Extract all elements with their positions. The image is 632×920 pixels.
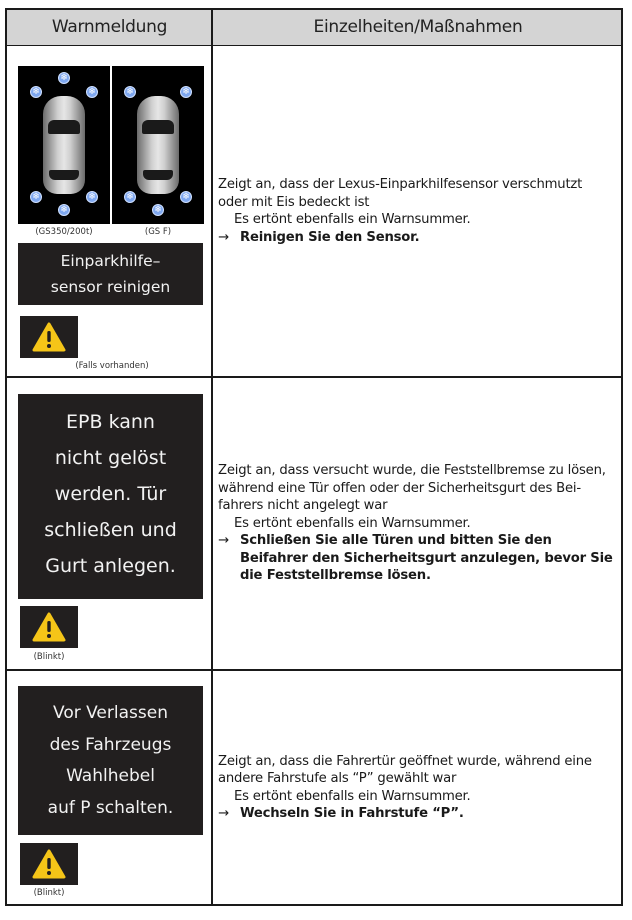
action-text: Wechseln Sie in Fahrstufe “P”. xyxy=(240,806,464,821)
snowflake-icon: ❄ xyxy=(124,86,136,98)
description: Zeigt an, dass versucht wurde, die Feststellbremse zu lösen, während eine Tür offen oder der Sicherheitsgurt des Beifahrers nicht angelegt war xyxy=(218,463,606,514)
table-header xyxy=(7,10,621,46)
message-line: Einparkhilfe– xyxy=(60,252,161,270)
arrow-icon: → xyxy=(218,806,229,821)
buzzer-note: Es ertönt ebenfalls ein Warnsummer. xyxy=(234,788,471,804)
warning-messages-table xyxy=(5,8,623,906)
warning-triangle-icon xyxy=(32,849,66,879)
warning-cell xyxy=(7,46,211,376)
details-cell xyxy=(213,671,621,904)
snowflake-icon: ❄ xyxy=(30,86,42,98)
header-details-actions: Einzelheiten/Maßnahmen xyxy=(313,17,523,37)
action-instruction xyxy=(218,229,615,247)
description: Zeigt an, dass die Fahrertür geöffnet wurde, während eine andere Fahrstufe als “P” gewählt war xyxy=(218,753,592,786)
snowflake-icon: ❄ xyxy=(152,204,164,216)
action-instruction xyxy=(218,805,615,823)
buzzer-note: Es ertönt ebenfalls ein Warnsummer. xyxy=(234,212,471,227)
message-line: nicht gelöst xyxy=(54,447,167,469)
snowflake-icon: ❄ xyxy=(58,72,70,84)
message-line: Gurt anlegen. xyxy=(45,555,176,577)
snowflake-icon: ❄ xyxy=(30,191,42,203)
car-sensor-image-gsf xyxy=(112,66,204,224)
warning-cell xyxy=(7,671,211,904)
message-display xyxy=(18,394,203,599)
details-cell xyxy=(213,46,621,376)
warning-cell xyxy=(7,378,211,669)
warning-caption: (Blinkt) xyxy=(33,888,65,898)
table-row xyxy=(7,671,621,904)
snowflake-icon: ❄ xyxy=(180,191,192,203)
action-text: Reinigen Sie den Sensor. xyxy=(240,229,420,245)
message-display xyxy=(18,243,203,305)
details-text xyxy=(213,462,621,585)
warning-light-box xyxy=(20,316,78,358)
message-line: werden. Tür xyxy=(54,483,167,505)
action-text: Schließen Sie alle Türen und bitten Sie den Beifahrer den Sicherheitsgurt anzulegen, bevor Sie die Feststellbremse lösen. xyxy=(240,533,613,584)
details-text xyxy=(213,753,621,823)
description: Zeigt an, dass der Lexus-Einparkhilfesensor verschmutzt oder mit Eis bedeckt ist xyxy=(218,177,583,210)
message-line: Vor Verlassen xyxy=(53,703,168,723)
car-icon xyxy=(137,96,179,194)
buzzer-note: Es ertönt ebenfalls ein Warnsummer. xyxy=(234,515,471,531)
snowflake-icon: ❄ xyxy=(124,191,136,203)
arrow-icon: → xyxy=(218,533,229,549)
message-line: des Fahrzeugs xyxy=(49,734,172,755)
action-instruction xyxy=(218,532,615,585)
warning-triangle-icon xyxy=(32,612,66,642)
table-row xyxy=(7,378,621,671)
arrow-icon: → xyxy=(218,229,229,245)
warning-caption: (Falls vorhanden) xyxy=(75,361,149,371)
details-cell xyxy=(213,378,621,669)
table-row xyxy=(7,46,621,378)
message-line: schließen und xyxy=(44,519,177,541)
warning-caption: (Blinkt) xyxy=(33,652,65,662)
message-line: sensor reinigen xyxy=(50,278,171,296)
snowflake-icon: ❄ xyxy=(180,86,192,98)
car-sensor-image-gs350 xyxy=(18,66,110,224)
snowflake-icon: ❄ xyxy=(58,204,70,216)
car-icon xyxy=(43,96,85,194)
snowflake-icon: ❄ xyxy=(86,86,98,98)
details-text xyxy=(213,176,621,246)
header-warning-message: Warnmeldung xyxy=(51,17,168,37)
warning-light-box xyxy=(20,606,78,648)
message-display xyxy=(18,686,203,835)
snowflake-icon: ❄ xyxy=(86,191,98,203)
warning-triangle-icon xyxy=(32,322,66,352)
car-model-label: (GS F) xyxy=(144,227,172,237)
message-line: EPB kann xyxy=(66,411,155,433)
message-line: auf P schalten. xyxy=(47,797,174,818)
warning-light-box xyxy=(20,843,78,885)
car-model-label: (GS350/200t) xyxy=(35,227,93,237)
message-line: Wahlhebel xyxy=(66,766,155,786)
